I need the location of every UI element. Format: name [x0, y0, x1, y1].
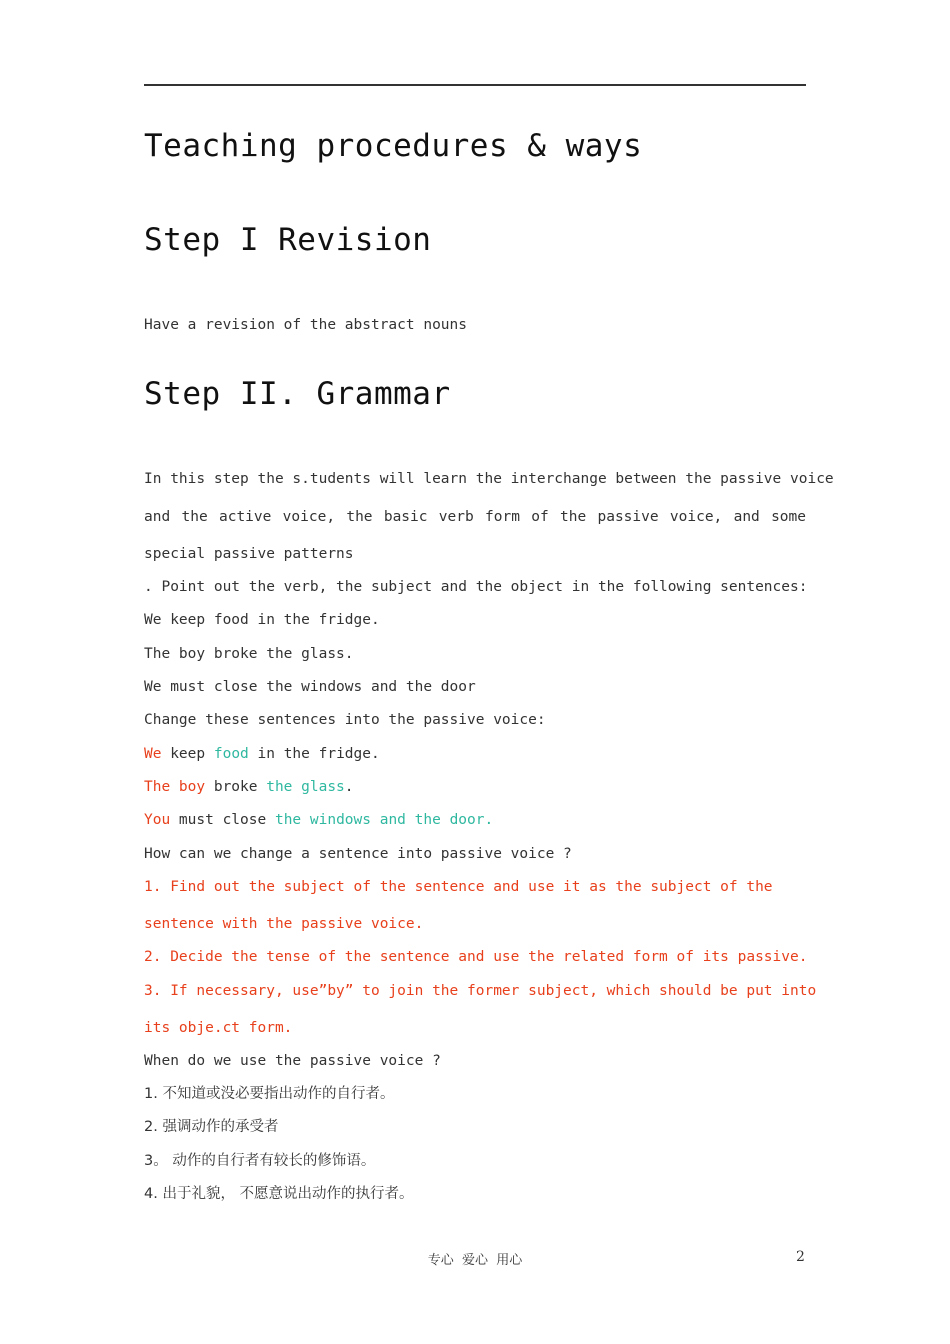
rule-2: 2. Decide the tense of the sentence and use the related form of its passive. [144, 949, 808, 965]
rule-3-line-1: 3. If necessary, use”by” to join the former subject, which should be put into [144, 983, 817, 999]
use-case-2: 2. 强调动作的承受者 [144, 1119, 279, 1135]
object-highlight: the windows and the door. [274, 812, 494, 828]
object-highlight: food [213, 746, 249, 762]
colored-sentence-2 [144, 777, 806, 797]
use-case-4: 4. 出于礼貌， 不愿意说出动作的执行者。 [144, 1186, 414, 1202]
when-question: When do we use the passive voice ? [144, 1053, 441, 1069]
rule-3-line-2: its obje.ct form. [144, 1020, 293, 1036]
colored-sentence-1 [144, 744, 806, 764]
intro-line-1: In this step the s.tudents will learn the interchange between the passive voice [144, 471, 834, 487]
example-sentence-1: We keep food in the fridge. [144, 612, 380, 628]
step1-title: Step I Revision [144, 222, 432, 258]
use-case-1: 1. 不知道或没必要指出动作的自行者。 [144, 1086, 395, 1102]
colored-sentence-3 [144, 810, 806, 830]
subject-highlight: You [144, 812, 171, 828]
use-case-3: 3。 动作的自行者有较长的修饰语。 [144, 1153, 376, 1169]
header-rule [144, 84, 806, 86]
step1-text: Have a revision of the abstract nouns [144, 317, 468, 333]
page-footer: 专心 爱心 用心 [427, 1253, 523, 1268]
how-question: How can we change a sentence into passive voice ? [144, 846, 572, 862]
verb-text: keep [161, 746, 214, 762]
rest-text: . [344, 779, 354, 795]
intro-line-3: special passive patterns [144, 546, 354, 562]
change-prompt: Change these sentences into the passive voice: [144, 712, 546, 728]
example-sentence-3: We must close the windows and the door [144, 679, 476, 695]
example-sentence-2: The boy broke the glass. [144, 646, 354, 662]
subject-highlight: We [144, 746, 162, 762]
subject-highlight: The boy [144, 779, 206, 795]
rule-1-line-1: 1. Find out the subject of the sentence and use it as the subject of the [144, 879, 773, 895]
intro-line-2: and the active voice, the basic verb form of the passive voice, and some [144, 509, 806, 525]
page-number: 2 [796, 1249, 805, 1265]
rest-text: in the fridge. [248, 746, 380, 762]
object-highlight: the glass [266, 779, 345, 795]
rule-1-line-2: sentence with the passive voice. [144, 916, 424, 932]
step2-title: Step II. Grammar [144, 376, 451, 412]
verb-text: must close [170, 812, 275, 828]
point-out-instruction: . Point out the verb, the subject and the object in the following sentences: [144, 579, 808, 595]
verb-text: broke [205, 779, 267, 795]
main-heading: Teaching procedures & ways [144, 128, 643, 164]
